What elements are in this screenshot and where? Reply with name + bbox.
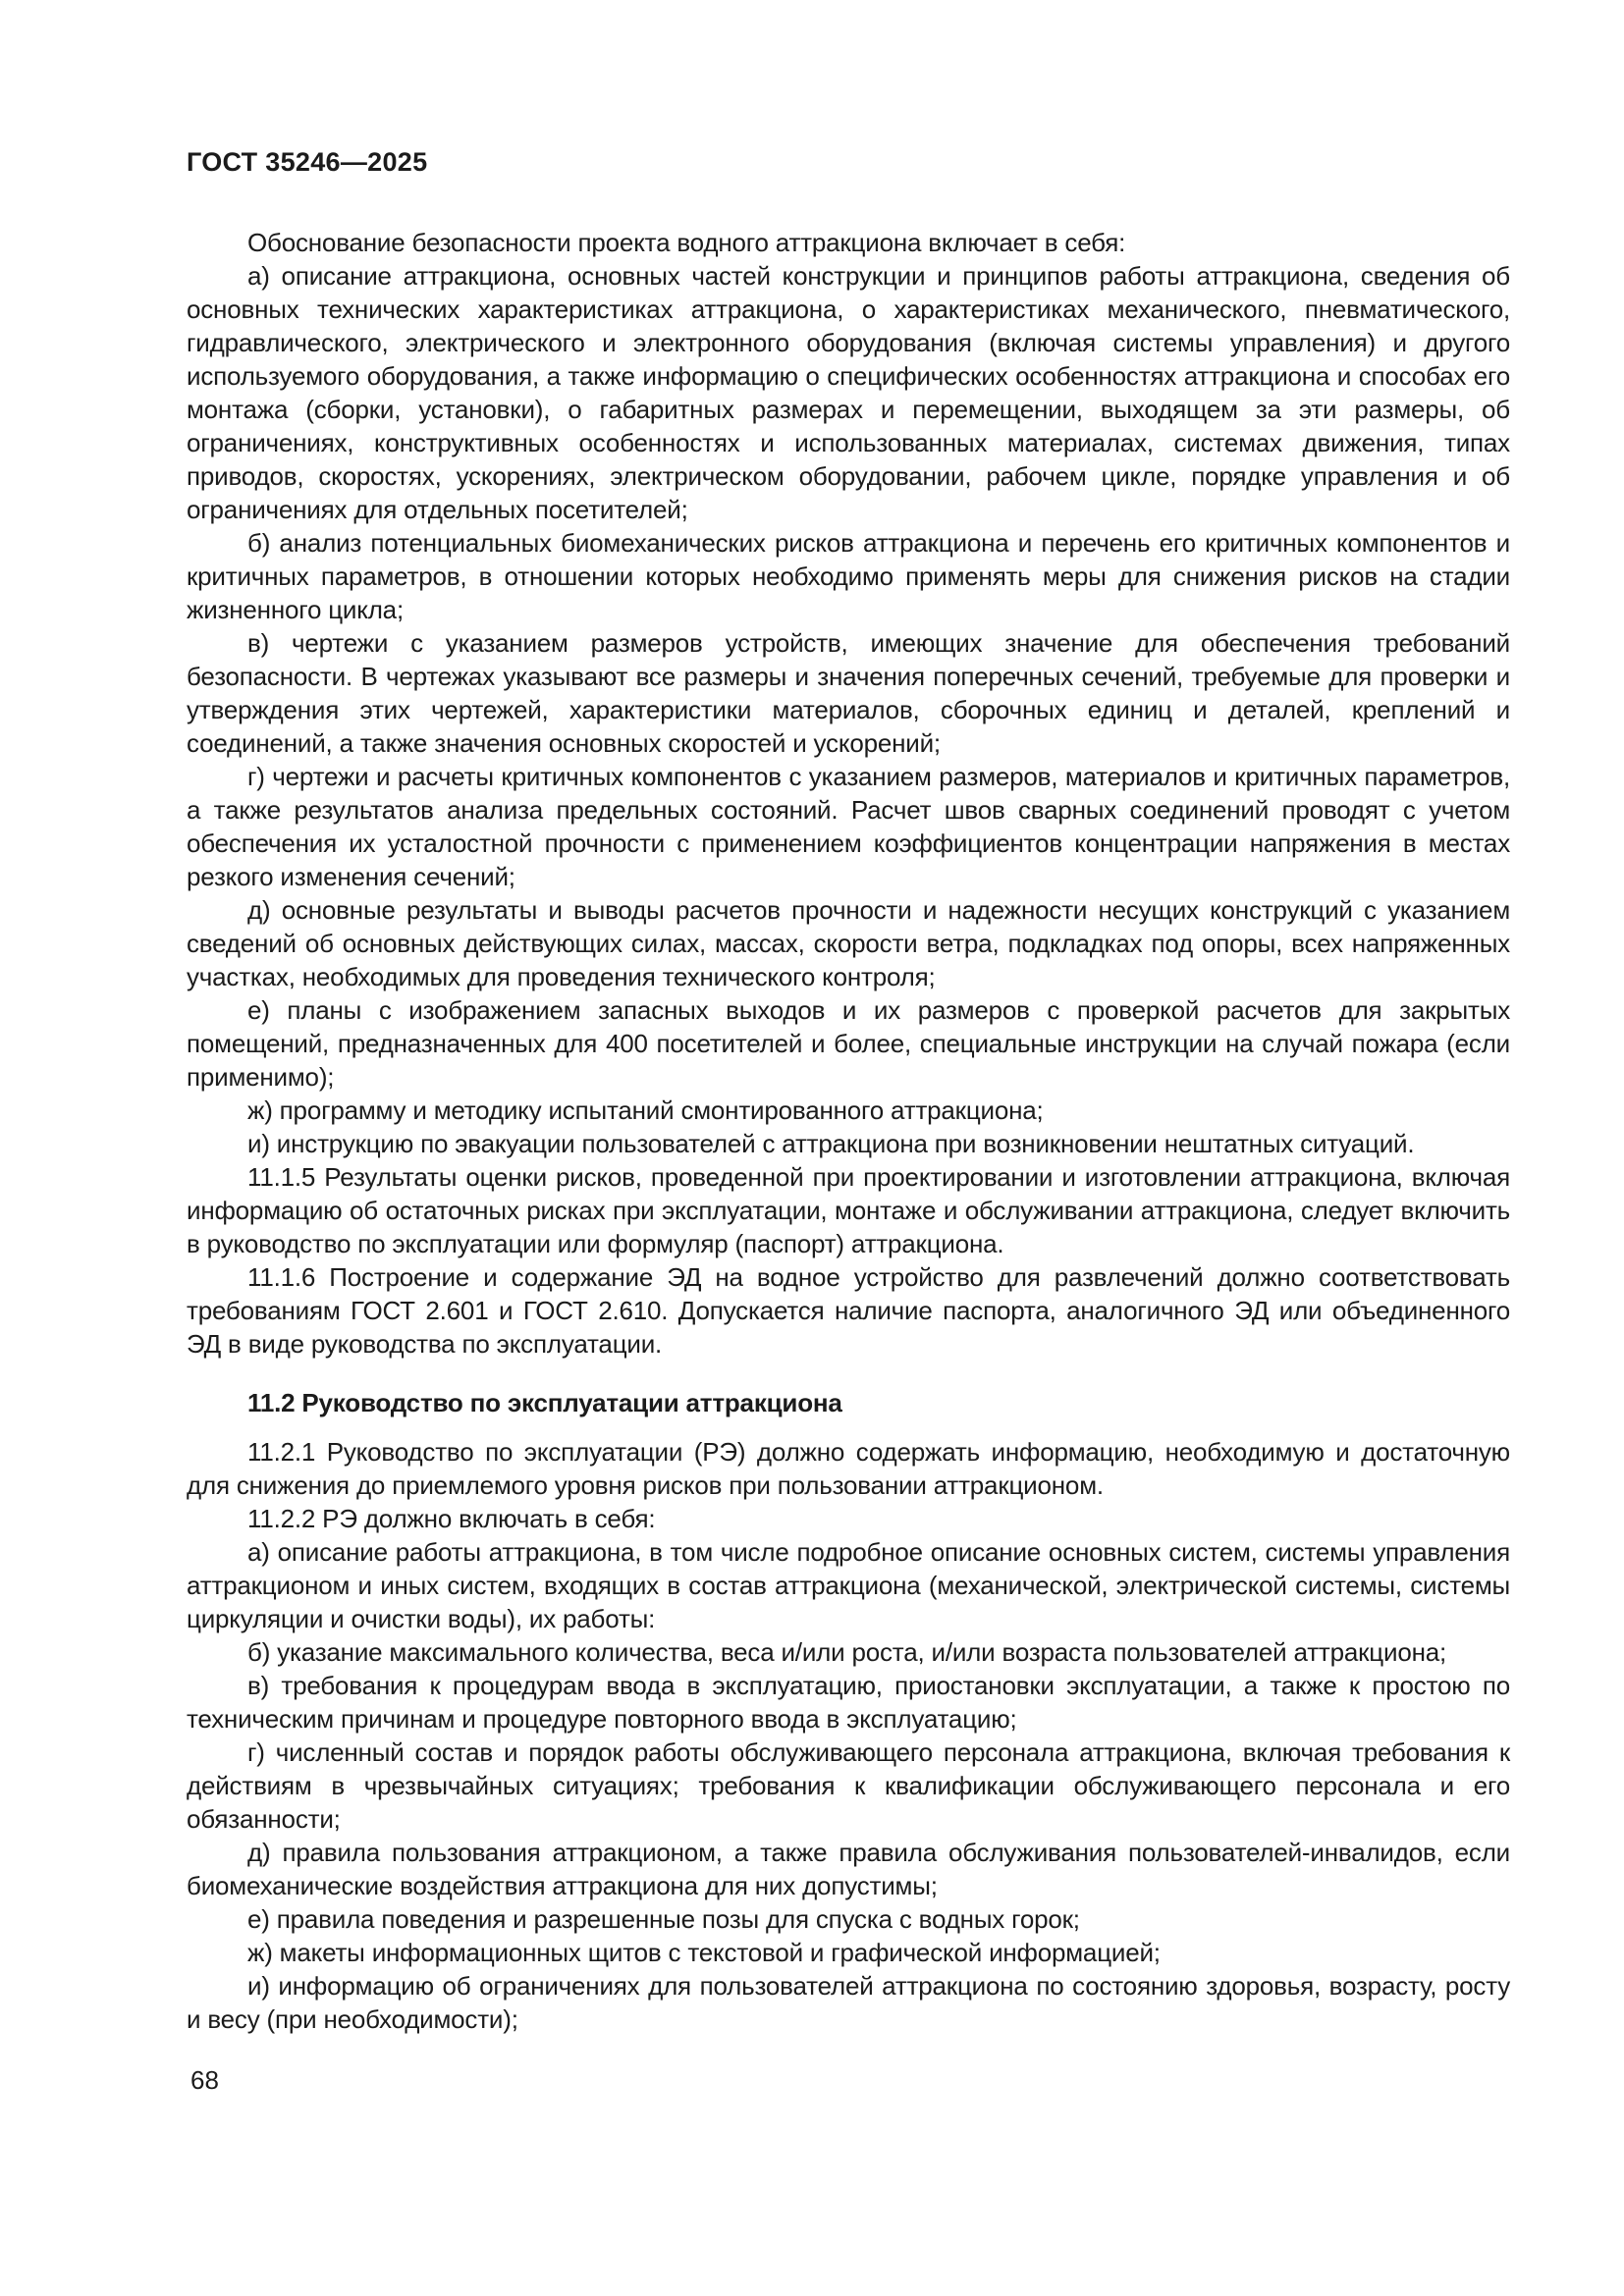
document-body [187,226,1510,2036]
section-11-2-heading: 11.2 Руководство по эксплуатации аттракциона [247,1388,842,1417]
paragraph: г) численный состав и порядок работы обслуживающего персонала аттракциона, включая требования к действиям в чрезвычайных ситуациях; требования к квалификации обслуживающего персонала и его обязанности; [187,1737,1510,1834]
paragraph: б) анализ потенциальных биомеханических рисков аттракциона и перечень его критичных компонентов и критичных параметров, в отношении которых необходимо применять меры для снижения рисков на стадии жизненного цикла; [187,528,1510,624]
paragraph: 11.2.1 Руководство по эксплуатации (РЭ) должно содержать информацию, необходимую и достаточную для снижения до приемлемого уровня рисков при пользовании аттракционом. [187,1437,1510,1500]
paragraph: д) основные результаты и выводы расчетов прочности и надежности несущих конструкций с указанием сведений об основных действующих силах, массах, скорости ветра, подкладках под опоры, всех напряженных участках, необходимых для проведения технического контроля; [187,895,1510,991]
paragraph: а) описание аттракциона, основных частей конструкции и принципов работы аттракциона, сведения об основных технических характеристиках аттракциона, о характеристиках механического, пневматического, гидравлического, электрического и электронного оборудования (включая системы управления) и другого используемого оборудования, а также информацию о специфических особенностях аттракциона и способах его монтажа (сборки, установки), о габаритных размерах и перемещении, выходящем за эти размеры, об ограничениях, конструктивных особенностях и использованных материалах, системах движения, типах приводов, скоростях, ускорениях, электрическом оборудовании, рабочем цикле, порядке управления и об ограничениях для отдельных посетителей; [187,261,1510,524]
paragraph: в) чертежи с указанием размеров устройств, имеющих значение для обеспечения требований безопасности. В чертежах указывают все размеры и значения поперечных сечений, требуемые для проверки и утверждения этих чертежей, характеристики материалов, сборочных единиц и деталей, креплений и соединений, а также значения основных скоростей и ускорений; [187,628,1510,758]
paragraph: е) правила поведения и разрешенные позы для спуска с водных горок; [247,1904,1080,1934]
paragraph: д) правила пользования аттракционом, а также правила обслуживания пользователей-инвалидов, если биомеханические воздействия аттракциона для них допустимы; [187,1838,1510,1900]
paragraph: Обоснование безопасности проекта водного аттракциона включает в себя: [247,228,1126,257]
section-11-2-block [187,1435,1510,2036]
paragraph: 11.1.5 Результаты оценки рисков, проведенной при проектировании и изготовлении аттракциона, включая информацию об остаточных рисках при эксплуатации, монтаже и обслуживании аттракциона, следует включить в руководство по эксплуатации или формуляр (паспорт) аттракциона. [187,1162,1510,1258]
paragraph: а) описание работы аттракциона, в том числе подробное описание основных систем, системы управления аттракционом и иных систем, входящих в состав аттракциона (механической, электрической системы, системы циркуляции и очистки воды), их работы: [187,1537,1510,1633]
clause-11-1-block [187,226,1510,1361]
page-number: 68 [190,2065,219,2095]
paragraph: 11.1.6 Построение и содержание ЭД на водное устройство для развлечений должно соответствовать требованиям ГОСТ 2.601 и ГОСТ 2.610. Допускается наличие паспорта, аналогичного ЭД или объединенного ЭД в виде руководства по эксплуатации. [187,1262,1510,1359]
standard-number-header: ГОСТ 35246—2025 [187,147,428,177]
paragraph: в) требования к процедурам ввода в эксплуатацию, приостановки эксплуатации, а также к простою по техническим причинам и процедуре повторного ввода в эксплуатацию; [187,1671,1510,1734]
paragraph: ж) макеты информационных щитов с текстовой и графической информацией; [247,1938,1161,1967]
paragraph: и) информацию об ограничениях для пользователей аттракциона по состоянию здоровья, возрасту, росту и весу (при необходимости); [187,1971,1510,2034]
paragraph: ж) программу и методику испытаний смонтированного аттракциона; [247,1095,1044,1125]
paragraph: г) чертежи и расчеты критичных компонентов с указанием размеров, материалов и критичных параметров, а также результатов анализа предельных состояний. Расчет швов сварных соединений проводят с учетом обеспечения их усталостной прочности с применением коэффициентов концентрации напряжения в местах резкого изменения сечений; [187,762,1510,891]
paragraph: е) планы с изображением запасных выходов и их размеров с проверкой расчетов для закрытых помещений, предназначенных для 400 посетителей и более, специальные инструкции на случай пожара (если применимо); [187,995,1510,1092]
paragraph: б) указание максимального количества, веса и/или роста, и/или возраста пользователей аттракциона; [247,1637,1447,1667]
paragraph: и) инструкцию по эвакуации пользователей с аттракциона при возникновении нештатных ситуаций. [247,1129,1415,1158]
paragraph: 11.2.2 РЭ должно включать в себя: [247,1504,656,1533]
